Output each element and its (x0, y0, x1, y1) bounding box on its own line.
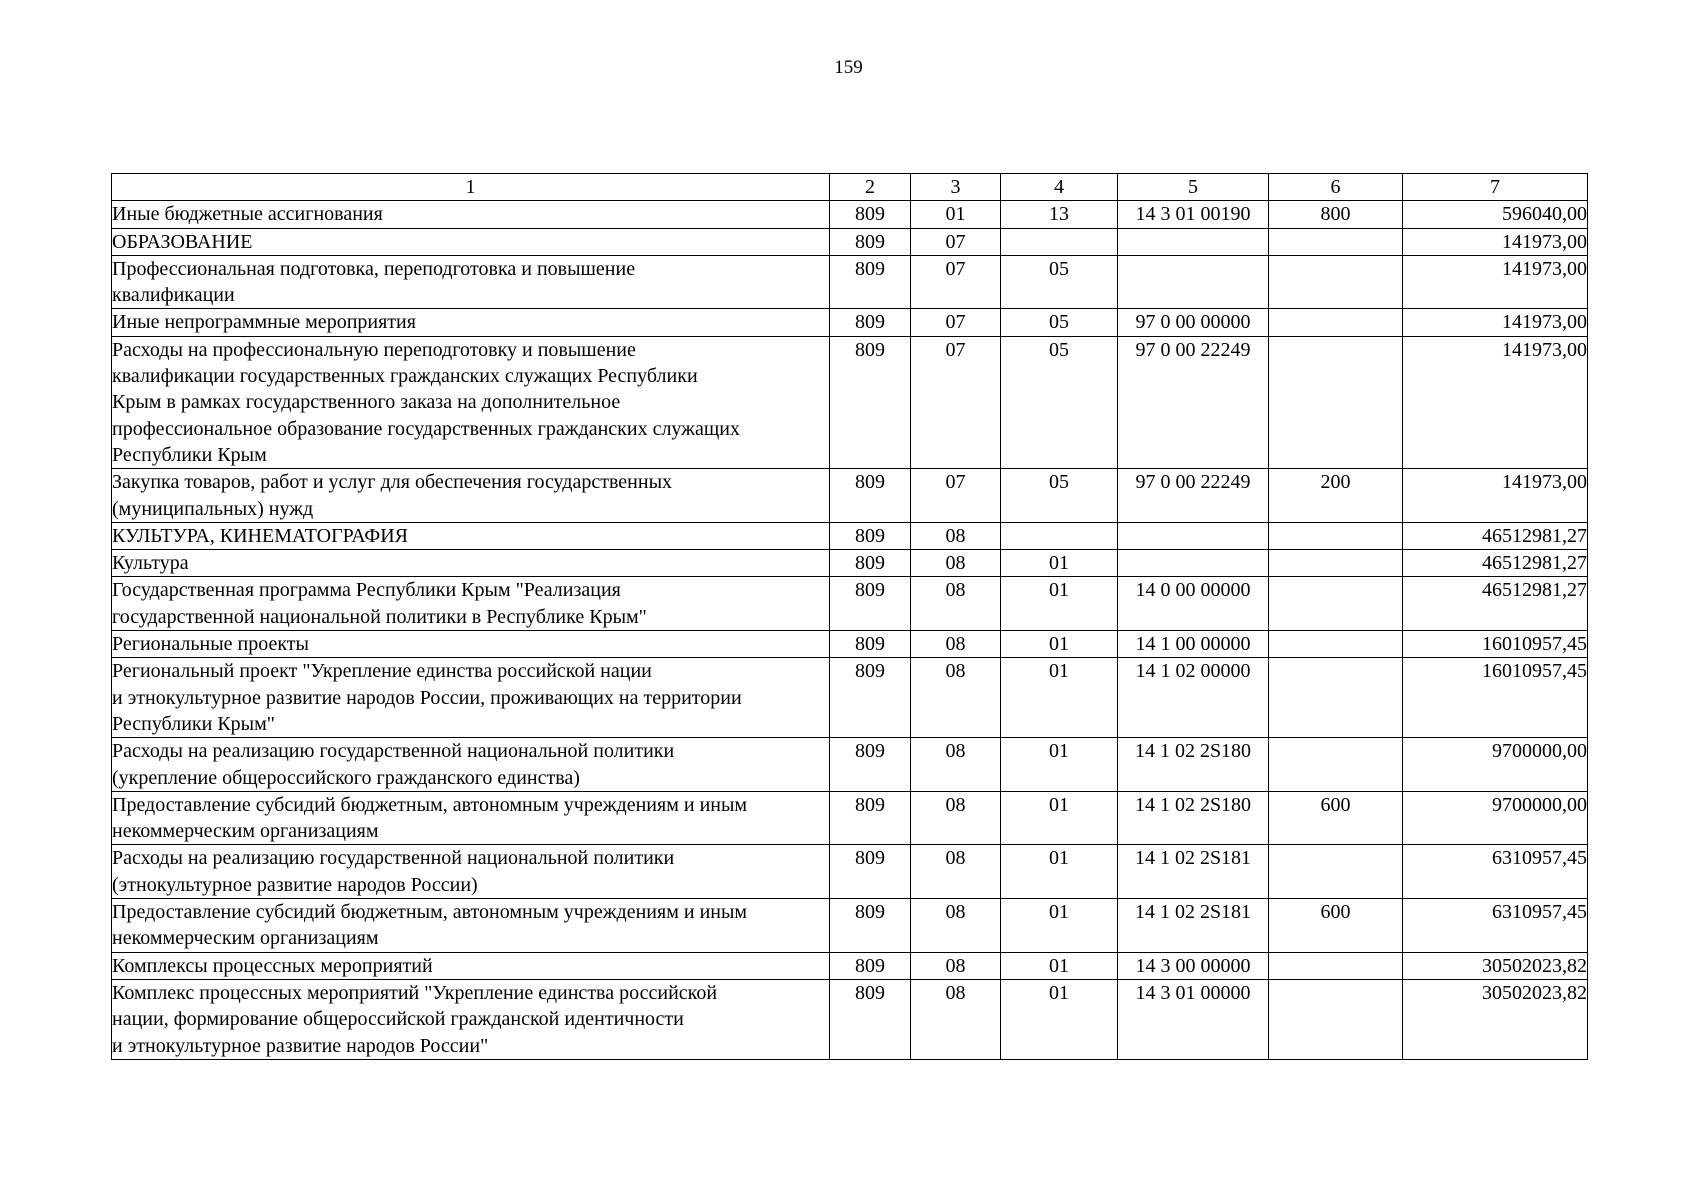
ministry-code-cell: 809 (830, 738, 911, 792)
table-row (112, 336, 1588, 468)
subsection-code-cell: 01 (1001, 658, 1118, 738)
row-name-cell (112, 577, 830, 631)
ministry-code-cell: 809 (830, 336, 911, 468)
amount-cell: 141973,00 (1403, 469, 1588, 523)
amount-cell: 46512981,27 (1403, 550, 1588, 577)
subsection-code-cell: 01 (1001, 979, 1118, 1059)
target-article-cell: 14 3 01 00190 (1118, 201, 1269, 228)
section-code-cell: 01 (911, 201, 1001, 228)
ministry-code-cell: 809 (830, 631, 911, 658)
ministry-code-cell: 809 (830, 255, 911, 309)
row-name-cell (112, 738, 830, 792)
row-name-line: (муниципальных) нужд (112, 497, 314, 520)
expense-type-cell (1269, 658, 1403, 738)
table-row (112, 201, 1588, 228)
row-name-line: профессиональное образование государственных гражданских служащих (112, 417, 740, 440)
amount-cell: 16010957,45 (1403, 658, 1588, 738)
target-article-cell (1118, 255, 1269, 309)
row-name-line: Расходы на реализацию государственной национальной политики (112, 740, 675, 763)
expense-type-cell (1269, 738, 1403, 792)
amount-cell: 141973,00 (1403, 309, 1588, 336)
amount-cell: 141973,00 (1403, 255, 1588, 309)
target-article-cell: 14 1 02 2S180 (1118, 738, 1269, 792)
target-article-cell: 14 1 02 2S181 (1118, 845, 1269, 899)
expense-type-cell: 800 (1269, 201, 1403, 228)
column-header-5: 5 (1118, 174, 1269, 201)
row-name-line: Культура (112, 552, 189, 575)
row-name-line: государственной национальной политики в Республике Крым" (112, 605, 647, 628)
subsection-code-cell: 01 (1001, 952, 1118, 979)
subsection-code-cell (1001, 228, 1118, 255)
column-header-2: 2 (830, 174, 911, 201)
row-name-cell (112, 791, 830, 845)
expense-type-cell (1269, 255, 1403, 309)
subsection-code-cell: 05 (1001, 336, 1118, 468)
amount-cell: 9700000,00 (1403, 738, 1588, 792)
row-name-cell (112, 228, 830, 255)
row-name-line: Государственная программа Республики Крым "Реализация (112, 579, 621, 602)
expense-type-cell (1269, 845, 1403, 899)
target-article-cell: 97 0 00 00000 (1118, 309, 1269, 336)
ministry-code-cell: 809 (830, 201, 911, 228)
row-name-cell (112, 658, 830, 738)
row-name-cell (112, 979, 830, 1059)
row-name-cell (112, 952, 830, 979)
section-code-cell: 08 (911, 979, 1001, 1059)
table-row (112, 469, 1588, 523)
table-row (112, 522, 1588, 549)
row-name-line: нации, формирование общероссийской гражданской идентичности (112, 1008, 684, 1031)
amount-cell: 16010957,45 (1403, 631, 1588, 658)
row-name-line: и этнокультурное развитие народов России, проживающих на территории (112, 686, 742, 709)
ministry-code-cell: 809 (830, 577, 911, 631)
target-article-cell (1118, 550, 1269, 577)
table-row (112, 899, 1588, 953)
expense-type-cell (1269, 336, 1403, 468)
target-article-cell: 14 3 01 00000 (1118, 979, 1269, 1059)
ministry-code-cell: 809 (830, 952, 911, 979)
row-name-line: Республики Крым" (112, 712, 275, 735)
row-name-line: Иные бюджетные ассигнования (112, 203, 383, 226)
section-code-cell: 07 (911, 336, 1001, 468)
target-article-cell: 97 0 00 22249 (1118, 469, 1269, 523)
expense-type-cell (1269, 979, 1403, 1059)
expense-type-cell: 600 (1269, 899, 1403, 953)
subsection-code-cell: 05 (1001, 255, 1118, 309)
row-name-line: Региональные проекты (112, 633, 309, 656)
ministry-code-cell: 809 (830, 845, 911, 899)
column-header-3: 3 (911, 174, 1001, 201)
ministry-code-cell: 809 (830, 979, 911, 1059)
row-name-cell (112, 309, 830, 336)
row-name-line: (этнокультурное развитие народов России) (112, 873, 478, 896)
expense-type-cell (1269, 631, 1403, 658)
row-name-cell (112, 631, 830, 658)
table-row (112, 979, 1588, 1059)
row-name-line: Предоставление субсидий бюджетным, автономным учреждениям и иным (112, 793, 748, 816)
table-row (112, 845, 1588, 899)
ministry-code-cell: 809 (830, 899, 911, 953)
row-name-line: Республики Крым (112, 443, 267, 466)
ministry-code-cell: 809 (830, 309, 911, 336)
expense-type-cell (1269, 228, 1403, 255)
section-code-cell: 07 (911, 309, 1001, 336)
section-code-cell: 07 (911, 469, 1001, 523)
expense-type-cell (1269, 952, 1403, 979)
section-code-cell: 08 (911, 522, 1001, 549)
row-name-line: квалификации (112, 284, 235, 307)
table-row (112, 738, 1588, 792)
row-name-line: Комплекс процессных мероприятий "Укрепление единства российской (112, 981, 718, 1004)
ministry-code-cell: 809 (830, 658, 911, 738)
section-code-cell: 07 (911, 255, 1001, 309)
subsection-code-cell (1001, 522, 1118, 549)
table-row (112, 255, 1588, 309)
row-name-cell (112, 550, 830, 577)
target-article-cell: 14 3 00 00000 (1118, 952, 1269, 979)
section-code-cell: 08 (911, 658, 1001, 738)
expense-type-cell (1269, 309, 1403, 336)
expense-type-cell: 200 (1269, 469, 1403, 523)
section-code-cell: 08 (911, 791, 1001, 845)
row-name-line: и этнокультурное развитие народов России" (112, 1034, 489, 1057)
subsection-code-cell: 01 (1001, 550, 1118, 577)
header-row (112, 174, 1588, 201)
row-name-cell (112, 255, 830, 309)
ministry-code-cell: 809 (830, 550, 911, 577)
amount-cell: 596040,00 (1403, 201, 1588, 228)
row-name-line: Комплексы процессных мероприятий (112, 954, 433, 977)
section-code-cell: 08 (911, 577, 1001, 631)
row-name-line: некоммерческим организациям (112, 927, 379, 950)
target-article-cell: 14 1 02 2S180 (1118, 791, 1269, 845)
table-row (112, 658, 1588, 738)
target-article-cell: 14 1 00 00000 (1118, 631, 1269, 658)
amount-cell: 30502023,82 (1403, 952, 1588, 979)
subsection-code-cell: 01 (1001, 899, 1118, 953)
row-name-cell (112, 469, 830, 523)
amount-cell: 6310957,45 (1403, 899, 1588, 953)
row-name-line: ОБРАЗОВАНИЕ (112, 230, 253, 253)
row-name-line: Предоставление субсидий бюджетным, автономным учреждениям и иным (112, 901, 748, 924)
row-name-line: Иные непрограммные мероприятия (112, 311, 416, 334)
section-code-cell: 08 (911, 550, 1001, 577)
table-row (112, 550, 1588, 577)
target-article-cell (1118, 228, 1269, 255)
row-name-line: Расходы на профессиональную переподготовку и повышение (112, 338, 636, 361)
column-header-4: 4 (1001, 174, 1118, 201)
column-header-7: 7 (1403, 174, 1588, 201)
row-name-line: Закупка товаров, работ и услуг для обеспечения государственных (112, 471, 673, 494)
target-article-cell: 97 0 00 22249 (1118, 336, 1269, 468)
target-article-cell: 14 1 02 2S181 (1118, 899, 1269, 953)
row-name-line: квалификации государственных гражданских служащих Республики (112, 365, 698, 388)
ministry-code-cell: 809 (830, 469, 911, 523)
expense-type-cell: 600 (1269, 791, 1403, 845)
section-code-cell: 08 (911, 845, 1001, 899)
amount-cell: 30502023,82 (1403, 979, 1588, 1059)
amount-cell: 141973,00 (1403, 228, 1588, 255)
amount-cell: 6310957,45 (1403, 845, 1588, 899)
expense-type-cell (1269, 577, 1403, 631)
table-row (112, 577, 1588, 631)
expense-type-cell (1269, 550, 1403, 577)
row-name-cell (112, 201, 830, 228)
section-code-cell: 08 (911, 899, 1001, 953)
column-header-6: 6 (1269, 174, 1403, 201)
subsection-code-cell: 05 (1001, 469, 1118, 523)
table-row (112, 631, 1588, 658)
row-name-cell (112, 845, 830, 899)
ministry-code-cell: 809 (830, 791, 911, 845)
target-article-cell: 14 1 02 00000 (1118, 658, 1269, 738)
subsection-code-cell: 01 (1001, 738, 1118, 792)
row-name-line: Региональный проект "Укрепление единства российской нации (112, 660, 652, 683)
table-row (112, 228, 1588, 255)
expense-type-cell (1269, 522, 1403, 549)
table-row (112, 309, 1588, 336)
subsection-code-cell: 01 (1001, 791, 1118, 845)
amount-cell: 46512981,27 (1403, 522, 1588, 549)
table-row (112, 952, 1588, 979)
subsection-code-cell: 01 (1001, 631, 1118, 658)
target-article-cell: 14 0 00 00000 (1118, 577, 1269, 631)
section-code-cell: 08 (911, 952, 1001, 979)
row-name-line: Профессиональная подготовка, переподготовка и повышение (112, 257, 636, 280)
row-name-line: некоммерческим организациям (112, 820, 379, 843)
subsection-code-cell: 05 (1001, 309, 1118, 336)
row-name-line: Расходы на реализацию государственной национальной политики (112, 847, 675, 870)
row-name-line: Крым в рамках государственного заказа на дополнительное (112, 391, 621, 414)
section-code-cell: 08 (911, 738, 1001, 792)
subsection-code-cell: 01 (1001, 577, 1118, 631)
row-name-cell (112, 336, 830, 468)
amount-cell: 141973,00 (1403, 336, 1588, 468)
amount-cell: 46512981,27 (1403, 577, 1588, 631)
row-name-line: КУЛЬТУРА, КИНЕМАТОГРАФИЯ (112, 524, 408, 547)
table-row (112, 791, 1588, 845)
subsection-code-cell: 01 (1001, 845, 1118, 899)
subsection-code-cell: 13 (1001, 201, 1118, 228)
page-number: 159 (834, 57, 863, 78)
amount-cell: 9700000,00 (1403, 791, 1588, 845)
ministry-code-cell: 809 (830, 228, 911, 255)
budget-table (111, 173, 1588, 1060)
column-header-1: 1 (112, 174, 830, 201)
ministry-code-cell: 809 (830, 522, 911, 549)
section-code-cell: 08 (911, 631, 1001, 658)
row-name-cell (112, 522, 830, 549)
section-code-cell: 07 (911, 228, 1001, 255)
row-name-line: (укрепление общероссийского гражданского единства) (112, 766, 580, 789)
row-name-cell (112, 899, 830, 953)
target-article-cell (1118, 522, 1269, 549)
